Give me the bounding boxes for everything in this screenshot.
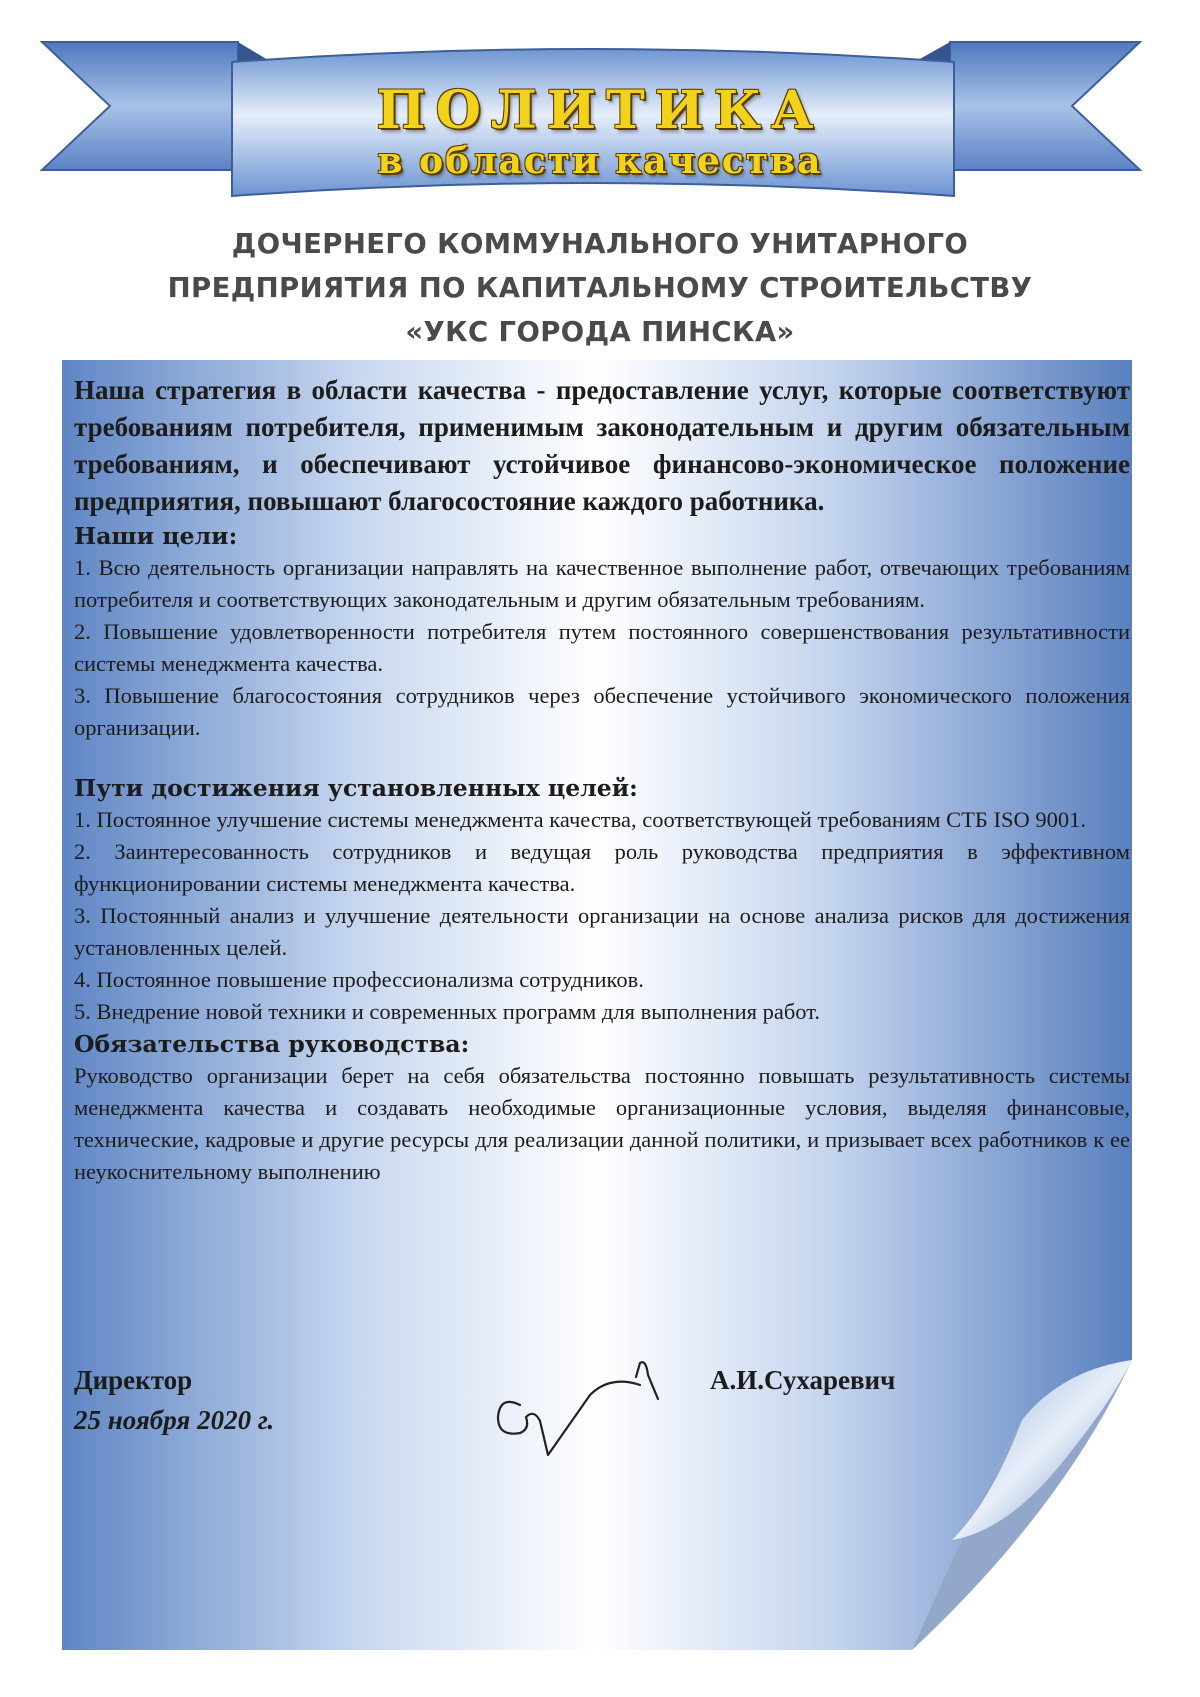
organization-heading (0, 222, 1200, 354)
goals-heading: Наши цели: (74, 522, 238, 550)
ways-heading: Пути достижения установленных целей: (74, 774, 638, 802)
policy-content (74, 372, 1130, 1188)
ways-list (74, 804, 1130, 1028)
list-item: 4. Постоянное повышение профессионализма сотрудников. (74, 967, 644, 992)
obligations-text: Руководство организации берет на себя обязательства постоянно повышать результативность системы менеджмента качества и создавать необходимые организационные условия, выделяя финансовые, технические, кадровые и другие ресурсы для реализации данной политики, и призывает всех работников к ее неукоснительному выполнению (74, 1063, 1130, 1184)
list-item: 3. Повышение благосостояния сотрудников через обеспечение устойчивого экономического положения организации. (74, 683, 1130, 740)
signer-name: А.И.Сухаревич (710, 1365, 896, 1395)
organization-line: ПРЕДПРИЯТИЯ ПО КАПИТАЛЬНОМУ СТРОИТЕЛЬСТВУ (167, 272, 1033, 304)
list-item: 2. Повышение удовлетворенности потребителя путем постоянного совершенствования результативности системы менеджмента качества. (74, 619, 1130, 676)
list-item: 5. Внедрение новой техники и современных программ для выполнения работ. (74, 999, 821, 1024)
list-item: 3. Постоянный анализ и улучшение деятельности организации на основе анализа рисков для достижения установленных целей. (74, 903, 1130, 960)
organization-line: «УКС ГОРОДА ПИНСКА» (405, 316, 795, 348)
signature-mark (490, 1355, 710, 1475)
strategy-statement: Наша стратегия в области качества - предоставление услуг, которые соответствуют требованиям потребителя, применимым законодательным и другим обязательным требованиям, и обеспечивают устойчивое финансово-экономическое положение предприятия, повышают благосостояние каждого работника. (74, 375, 1130, 516)
signoff-date: 25 ноября 2020 г. (74, 1405, 275, 1435)
list-item: 1. Постоянное улучшение системы менеджмента качества, соответствующей требованиям СТБ ISO 9001. (74, 807, 1086, 832)
goals-list (74, 552, 1130, 744)
banner-subtitle: в области качества (377, 140, 823, 182)
banner-title: ПОЛИТИКА (376, 80, 824, 141)
title-ribbon (0, 0, 1200, 220)
list-item: 2. Заинтересованность сотрудников и ведущая роль руководства предприятия в эффективном функционировании системы менеджмента качества. (74, 839, 1130, 896)
director-title: Директор (74, 1365, 193, 1395)
list-item: 1. Всю деятельность организации направлять на качественное выполнение работ, отвечающих требованиям потребителя и соответствующих законодательным и другим обязательным требованиям. (74, 555, 1130, 612)
organization-line: ДОЧЕРНЕГО КОММУНАЛЬНОГО УНИТАРНОГО (231, 228, 969, 260)
director-block (74, 1360, 274, 1440)
obligations-heading: Обязательства руководства: (74, 1030, 470, 1058)
